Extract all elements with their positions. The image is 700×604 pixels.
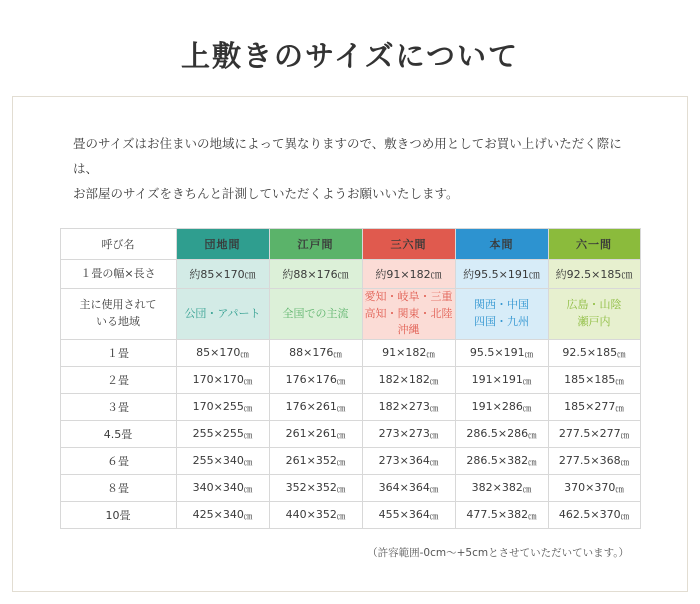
cell-2-0: 170×255㎝ [176,393,269,420]
column-region-0: 公団・アパート [176,289,269,340]
cell-6-2: 455×364㎝ [362,501,455,528]
content-frame [12,96,688,592]
column-size-1: 約88×176㎝ [269,260,362,289]
table-size-row [60,260,640,289]
row-label-5: ８畳 [60,474,176,501]
cell-5-2: 364×364㎝ [362,474,455,501]
cell-6-3: 477.5×382㎝ [455,501,548,528]
column-header-0: 団地間 [176,229,269,260]
lead-line-1: 畳のサイズはお住まいの地域によって異なりますので、敷きつめ用としてお買い上げいただく際には、 [73,136,622,176]
region-row-label: 主に使用されて いる地域 [60,289,176,340]
cell-2-2: 182×273㎝ [362,393,455,420]
table-row [60,339,640,366]
column-header-2: 三六間 [362,229,455,260]
cell-0-0: 85×170㎝ [176,339,269,366]
lead-line-2: お部屋のサイズをきちんと計測していただくようお願いいたします。 [73,186,459,201]
column-size-2: 約91×182㎝ [362,260,455,289]
row-label-6: 10畳 [60,501,176,528]
cell-1-0: 170×170㎝ [176,366,269,393]
cell-6-4: 462.5×370㎝ [548,501,640,528]
cell-2-3: 191×286㎝ [455,393,548,420]
cell-1-2: 182×182㎝ [362,366,455,393]
row-label-3: 4.5畳 [60,420,176,447]
cell-4-3: 286.5×382㎝ [455,447,548,474]
table-row [60,447,640,474]
cell-4-0: 255×340㎝ [176,447,269,474]
cell-4-2: 273×364㎝ [362,447,455,474]
column-header-1: 江戸間 [269,229,362,260]
column-region-2: 愛知・岐阜・三重 高知・関東・北陸 沖縄 [362,289,455,340]
page-title: 上敷きのサイズについて [180,39,520,73]
cell-0-3: 95.5×191㎝ [455,339,548,366]
cell-4-4: 277.5×368㎝ [548,447,640,474]
column-size-3: 約95.5×191㎝ [455,260,548,289]
column-header-4: 六一間 [548,229,640,260]
cell-6-1: 440×352㎝ [269,501,362,528]
cell-3-2: 273×273㎝ [362,420,455,447]
cell-3-1: 261×261㎝ [269,420,362,447]
column-header-3: 本間 [455,229,548,260]
cell-3-3: 286.5×286㎝ [455,420,548,447]
tatami-size-table [60,228,641,529]
column-size-4: 約92.5×185㎝ [548,260,640,289]
table-row [60,366,640,393]
column-region-3: 関西・中国 四国・九州 [455,289,548,340]
column-size-0: 約85×170㎝ [176,260,269,289]
cell-0-1: 88×176㎝ [269,339,362,366]
tolerance-note: （許容範囲-0cm～+5cmとさせていただいています。） [367,546,629,559]
cell-1-1: 176×176㎝ [269,366,362,393]
table-row [60,393,640,420]
cell-4-1: 261×352㎝ [269,447,362,474]
cell-3-0: 255×255㎝ [176,420,269,447]
table-row [60,420,640,447]
row-label-4: ６畳 [60,447,176,474]
table-header-row [60,229,640,260]
cell-0-2: 91×182㎝ [362,339,455,366]
cell-5-4: 370×370㎝ [548,474,640,501]
row-label-0: １畳 [60,339,176,366]
cell-0-4: 92.5×185㎝ [548,339,640,366]
size-row-label: １畳の幅×長さ [60,260,176,289]
table-region-row [60,289,640,340]
cell-6-0: 425×340㎝ [176,501,269,528]
cell-5-0: 340×340㎝ [176,474,269,501]
cell-1-3: 191×191㎝ [455,366,548,393]
row-label-1: ２畳 [60,366,176,393]
cell-2-1: 176×261㎝ [269,393,362,420]
table-row [60,501,640,528]
column-region-1: 全国での主流 [269,289,362,340]
header-row-label: 呼び名 [60,229,176,260]
cell-2-4: 185×277㎝ [548,393,640,420]
column-region-4: 広島・山陰 瀬戸内 [548,289,640,340]
cell-1-4: 185×185㎝ [548,366,640,393]
table-row [60,474,640,501]
lead-text [13,97,687,206]
cell-5-1: 352×352㎝ [269,474,362,501]
cell-5-3: 382×382㎝ [455,474,548,501]
cell-3-4: 277.5×277㎝ [548,420,640,447]
row-label-2: ３畳 [60,393,176,420]
